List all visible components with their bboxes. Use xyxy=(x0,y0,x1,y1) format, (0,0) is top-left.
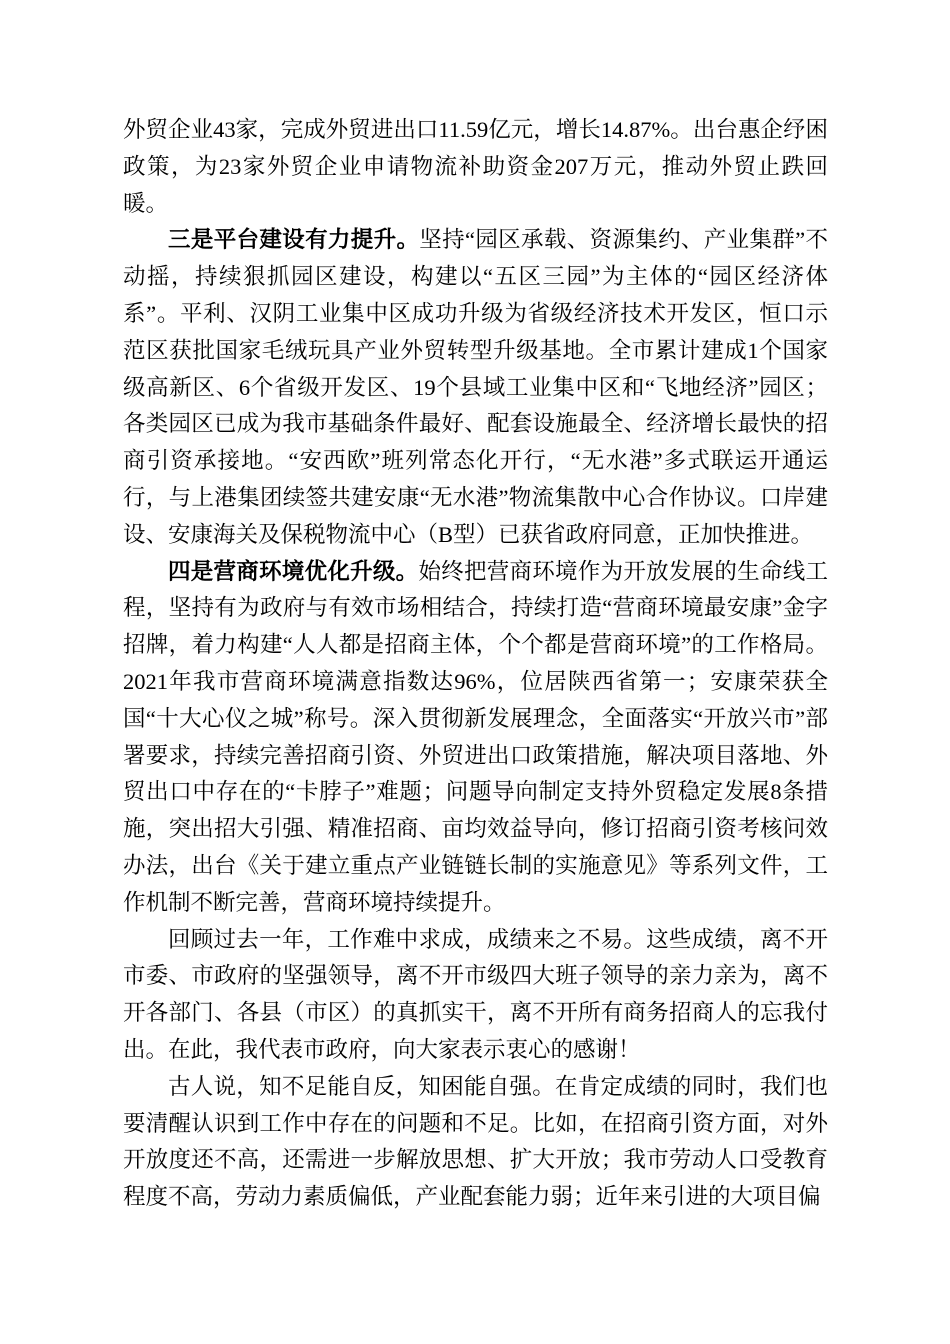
paragraph-text: 始终把营商环境作为开放发展的生命线工程，坚持有为政府与有效市场相结合，持续打造“营商环境最安康”金字招牌，着力构建“人人都是招商主体，个个都是营商环境”的工作格局。2021年我市营商环境满意指数达96%，位居陕西省第一；安康荣获全国“十大心仪之城”称号。深入贯彻新发展理念，全面落实“开放兴市”部署要求，持续完善招商引资、外贸进出口政策措施，解决项目落地、外贸出口中存在的“卡脖子”难题；问题导向制定支持外贸稳定发展8条措施，突出招大引强、精准招商、亩均效益导向，修订招商引资考核问效办法，出台《关于建立重点产业链链长制的实施意见》等系列文件，工作机制不断完善，营商环境持续提升。 xyxy=(123,558,828,915)
document-body xyxy=(123,112,828,1216)
paragraph-text: 回顾过去一年，工作难中求成，成绩来之不易。这些成绩，离不开市委、市政府的坚强领导，离不开市级四大班子领导的亲力亲为，离不开各部门、各县（市区）的真抓实干，离不开所有商务招商人的忘我付出。在此，我代表市政府，向大家表示衷心的感谢！ xyxy=(123,926,828,1062)
paragraph-business-environment xyxy=(123,554,828,922)
paragraph-continuation xyxy=(123,112,828,222)
paragraph-lead: 四是营商环境优化升级。 xyxy=(168,558,419,584)
paragraph-lead: 三是平台建设有力提升。 xyxy=(168,227,420,253)
paragraph-text: 坚持“园区承载、资源集约、产业集群”不动摇，持续狠抓园区建设，构建以“五区三园”为主体的“园区经济体系”。平利、汉阴工业集中区成功升级为省级经济技术开发区，恒口示范区获批国家毛绒玩具产业外贸转型升级基地。全市累计建成1个国家级高新区、6个省级开发区、19个县域工业集中区和“飞地经济”园区；各类园区已成为我市基础条件最好、配套设施最全、经济增长最快的招商引资承接地。“安西欧”班列常态化开行，“无水港”多式联运开通运行，与上港集团续签共建安康“无水港”物流集散中心合作协议。口岸建设、安康海关及保税物流中心（B型）已获省政府同意，正加快推进。 xyxy=(123,227,828,547)
paragraph-platform-construction xyxy=(123,222,828,553)
paragraph-text: 外贸企业43家，完成外贸进出口11.59亿元，增长14.87%。出台惠企纾困政策，为23家外贸企业申请物流补助资金207万元，推动外贸止跌回暖。 xyxy=(123,117,828,216)
paragraph-text: 古人说，知不足能自反，知困能自强。在肯定成绩的同时，我们也要清醒认识到工作中存在的问题和不足。比如，在招商引资方面，对外开放度还不高，还需进一步解放思想、扩大开放；我市劳动人口受教育程度不高，劳动力素质偏低，产业配套能力弱；近年来引进的大项目偏 xyxy=(123,1073,828,1210)
paragraph-problems-shortcomings xyxy=(123,1069,828,1216)
paragraph-review-thanks xyxy=(123,922,828,1069)
